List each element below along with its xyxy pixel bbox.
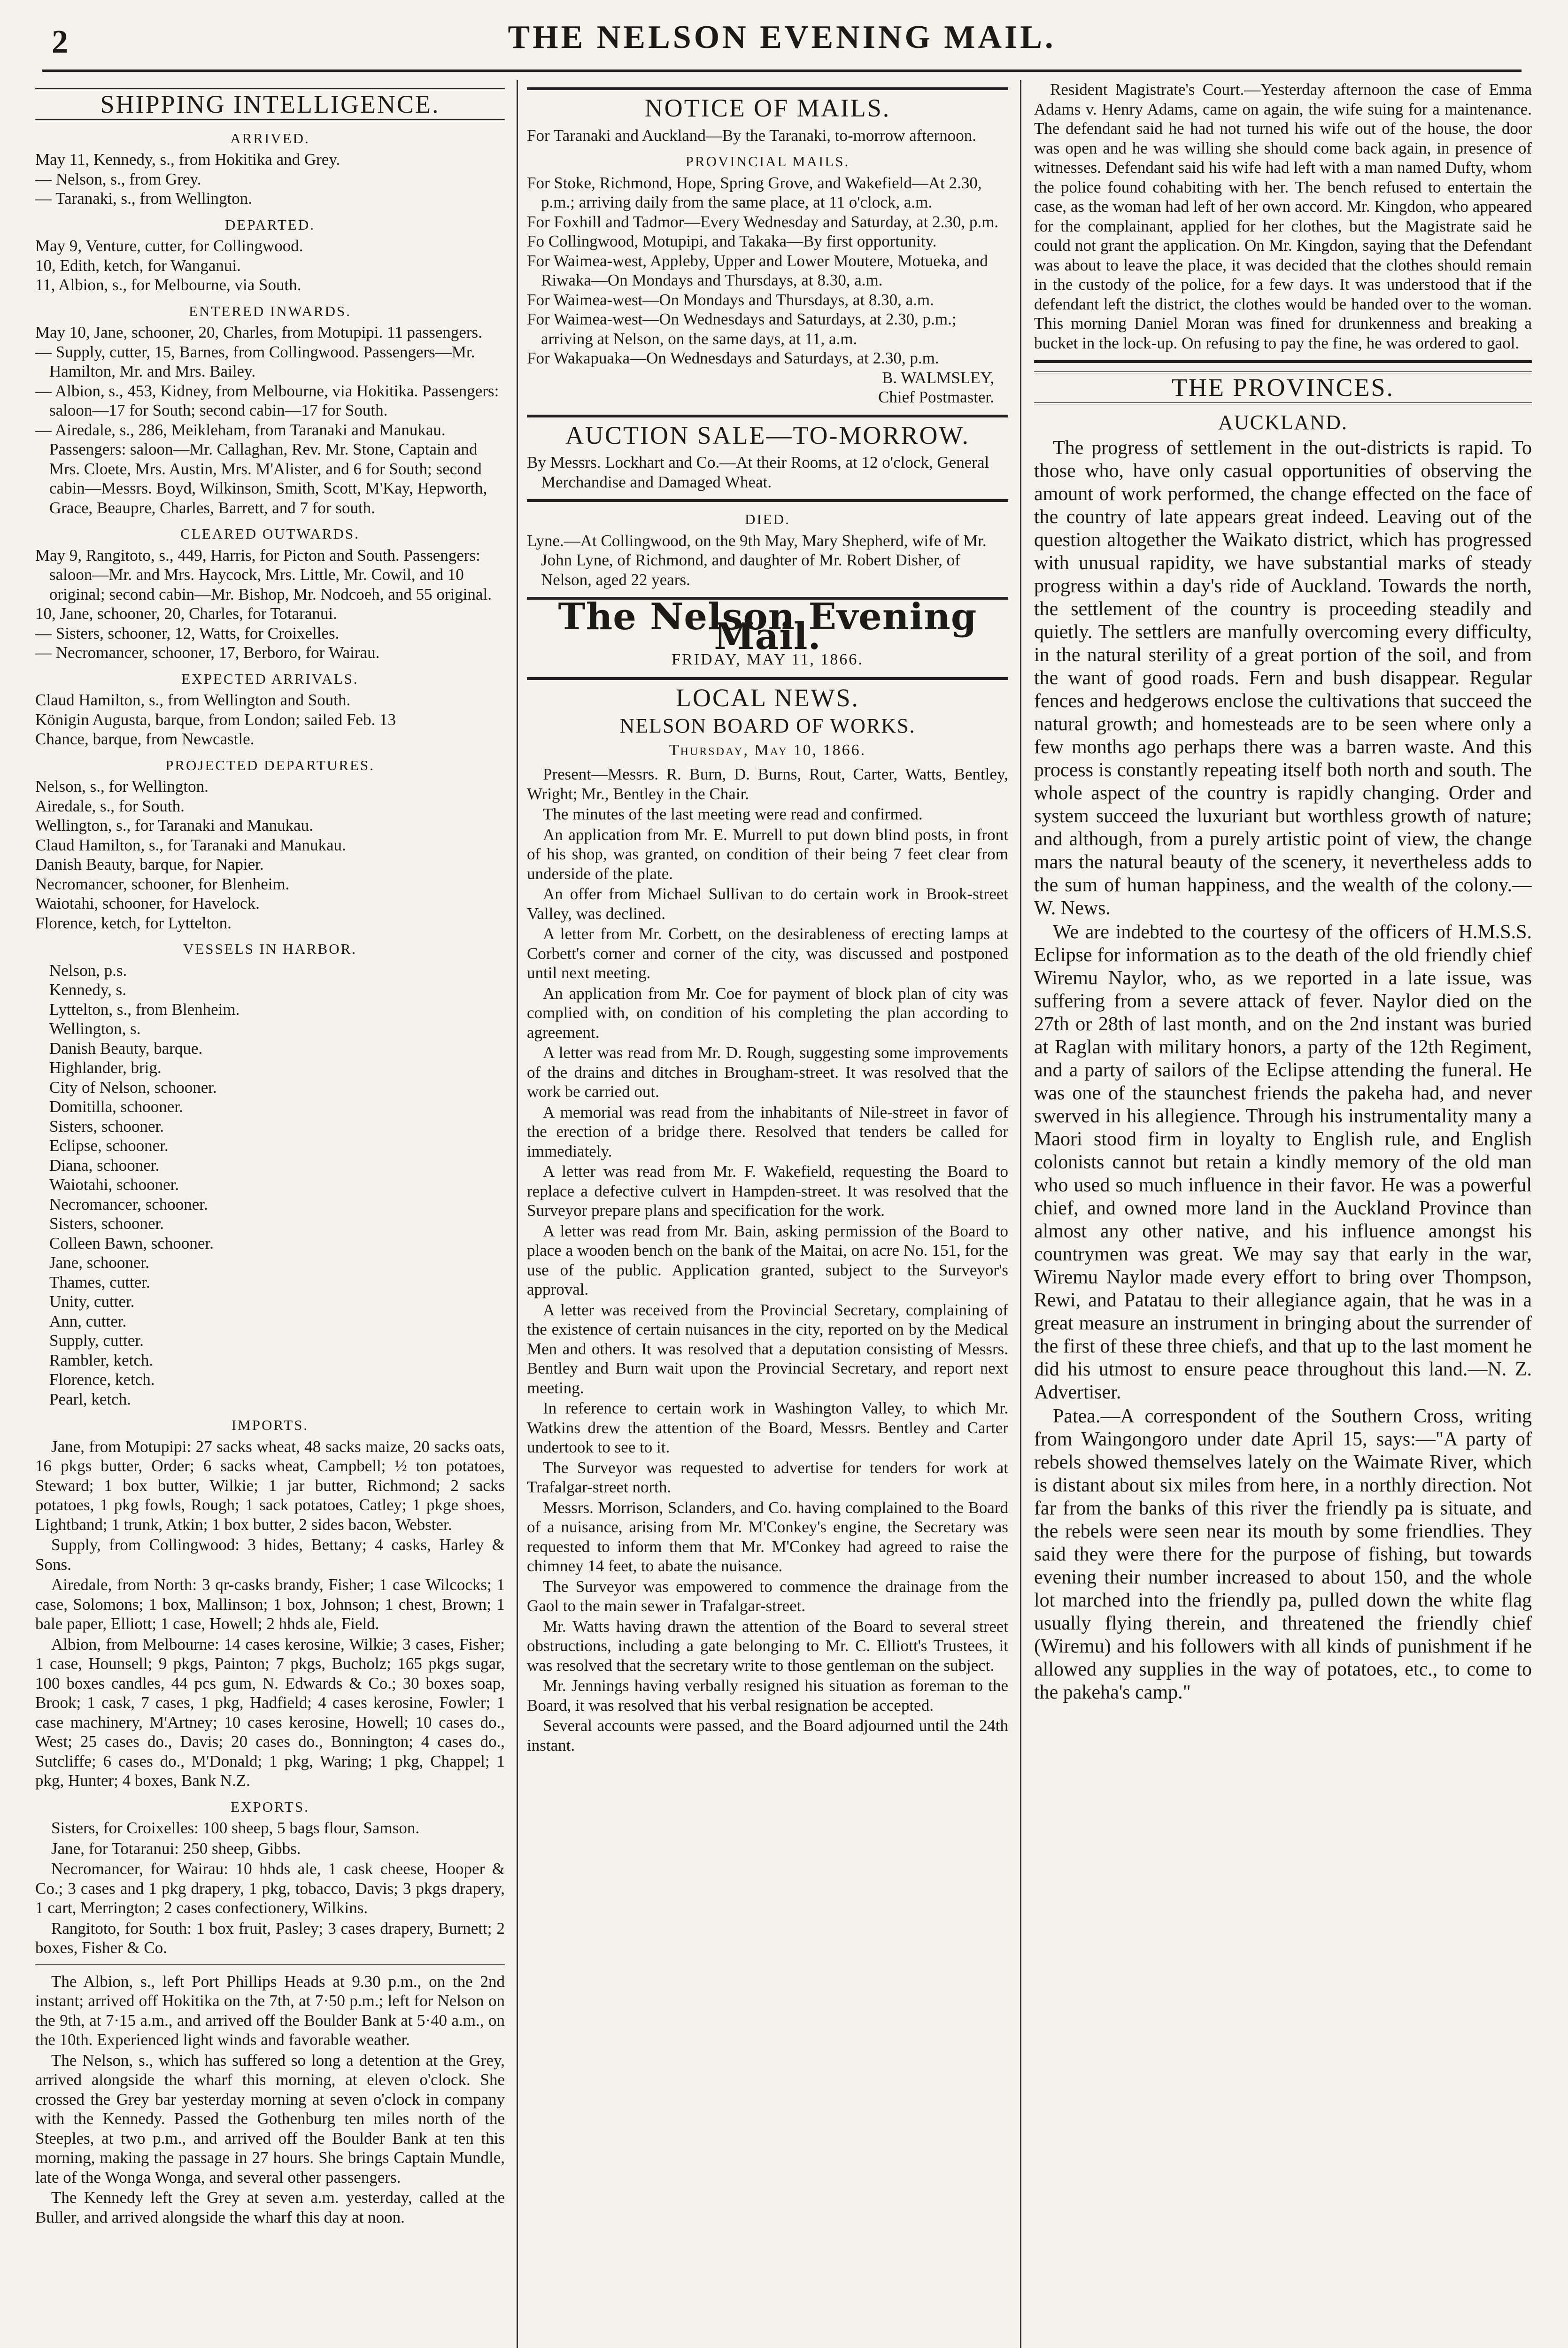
list-item: Florence, ketch.	[49, 1370, 155, 1389]
divider	[527, 415, 1008, 417]
list-item: Domitilla, schooner.	[49, 1097, 183, 1116]
list-item: May 10, Jane, schooner, 20, Charles, from Motupipi. 11 passengers.	[35, 323, 482, 341]
list-item: Nelson, p.s.	[49, 961, 127, 980]
list-item: — Taranaki, s., from Wellington.	[35, 189, 252, 208]
list-item: Wellington, s., for Taranaki and Manukau.	[35, 816, 313, 834]
board-dateline: Thursday, May 10, 1866.	[669, 741, 866, 759]
arrived-heading: ARRIVED.	[230, 130, 310, 147]
paragraph: Sisters, for Croixelles: 100 sheep, 5 bags flour, Samson.	[51, 1819, 420, 1837]
list-item: For Waimea-west, Appleby, Upper and Lower Moutere, Motueka, and Riwaka—On Mondays and Thursdays, at 8.30, a.m.	[527, 251, 988, 289]
mails-signature-name: B. WALMSLEY,	[882, 368, 994, 387]
paragraph: We are indebted to the courtesy of the officers of H.M.S.S. Eclipse for information as to the death of the old friendly chief Wiremu Naylor, who, as we reported in a late issue, was suffering from a severe attack of fever. Naylor died on the 27th or 28th of last month, and on the 2nd instant was buried at Raglan with military honors, a party of the 12th Regiment, and a party of sailors of the Eclipse attending the funeral. He was one of the staunchest friends the pakeha had, and never swerved in his allegience. Through his instrumentality many a Maori stood firm in loyalty to English rule, and English colonists cannot but retain a kindly memory of the old man who used so much influence in their favor. He was a powerful chief, and owned more land in the Auckland Province than almost any other native, and his influence amongst his countrymen was great. We may say that early in the war, Wiremu Naylor made every effort to bring over Thompson, Rewi, and Patatau to their allegiance again, that he was in a great measure an instrument in bringing about the surrender of the first of these three chiefs, and that up to the last moment he did his utmost to ensure peace throughout this land.—N. Z. Advertiser.	[1034, 921, 1532, 1403]
cleared-list	[35, 546, 505, 663]
exports-heading: EXPORTS.	[231, 1798, 309, 1815]
court-report: Resident Magistrate's Court.—Yesterday afternoon the case of Emma Adams v. Henry Adams, came on again, the wife suing for a maintenance. The defendant said he had not turned his wife out of the house, the door was open and he was willing she should come back again, in presence of witnesses. Defendant said his wife had left with a man named Dufty, whom the police found cohabiting with her. The bench refused to entertain the case, as the woman had left of her own accord. Mr. Kingdon, who appeared for the complainant, applied for her clothes, but the Magistrate said he could not grant the application. On Mr. Kingdon, saying that the Defendant was about to leave the place, it was decided that the clothes should remain in the custody of the police, for a few days. It was understood that if the defendant left the district, the clothes would be handed over to the woman. This morning Daniel Moran was fined for drunkenness and breaking a bucket in the lock-up. On refusing to pay the fine, he was ordered to gaol.	[1034, 80, 1532, 352]
list-item: — Supply, cutter, 15, Barnes, from Collingwood. Passengers—Mr. Hamilton, Mr. and Mrs. Bailey.	[35, 342, 475, 380]
paragraph: In reference to certain work in Washington Valley, to which Mr. Watkins drew the attention of the Board, Messrs. Bentley and Carter undertook to see to it.	[527, 1399, 1008, 1456]
expected-list	[35, 690, 505, 749]
paragraph: Messrs. Morrison, Sclanders, and Co. having complained to the Board of a nuisance, arising from Mr. M'Conkey's engine, the Secretary was requested to inform them that Mr. M'Conkey had agreed to raise the chimney 14 feet, to abate the nuisance.	[527, 1498, 1008, 1575]
paragraph: Mr. Watts having drawn the attention of the Board to several street obstructions, including a gate belonging to Mr. C. Elliott's Trustees, it was resolved that the secretary write to those gentleman on the subject.	[527, 1617, 1008, 1675]
divider	[527, 499, 1008, 502]
paragraph: A letter was read from Mr. F. Wakefield, requesting the Board to replace a defective culvert in Hampden-street. It was resolved that the Surveyor prepare plans and specification for the work.	[527, 1162, 1008, 1220]
cleared-heading: CLEARED OUTWARDS.	[180, 525, 360, 542]
list-item: Eclipse, schooner.	[49, 1136, 169, 1155]
provinces-paragraphs	[1034, 437, 1532, 1704]
list-item: Ann, cutter.	[49, 1312, 127, 1330]
column-divider	[1020, 80, 1021, 2348]
paragraph: Several accounts were passed, and the Board adjourned until the 24th instant.	[527, 1716, 1008, 1754]
imports-heading: IMPORTS.	[231, 1417, 309, 1433]
departed-list	[35, 236, 505, 295]
mails-signature-title: Chief Postmaster.	[878, 388, 994, 406]
board-paragraphs	[527, 765, 1008, 1755]
paragraph: Patea.—A correspondent of the Southern Cross, writing from Waingongoro under date April 15, says:—"A party of rebels showed themselves lately on the Waimate River, which is distant about six miles from here, in a northly direction. Not far from the banks of this river the friendly pa is situate, and the rebels were seen near its mouth by some friendlies. They said they were there for the purpose of fishing, but towards evening their number increased to about 150, and the whole lot marched into the friendly pa, pulled down the white flag usually flying therein, and threatened the friendly chief (Wiremu) and his followers with all kinds of punishment if he allowed any supplies in the way of potatoes, etc., to come to the pakeha's camp."	[1034, 1406, 1532, 1703]
list-item: May 9, Venture, cutter, for Collingwood.	[35, 237, 303, 255]
list-item: 11, Albion, s., for Melbourne, via South.	[35, 276, 301, 294]
list-item: Diana, schooner.	[49, 1156, 160, 1174]
harbor-heading: VESSELS IN HARBOR.	[183, 941, 357, 957]
auction-text: By Messrs. Lockhart and Co.—At their Rooms, at 12 o'clock, General Merchandise and Damaged Wheat.	[527, 453, 989, 491]
exports-list	[35, 1818, 505, 1958]
list-item: For Stoke, Richmond, Hope, Spring Grove, and Wakefield—At 2.30, p.m.; arriving daily from the same place, at 11 o'clock, a.m.	[527, 173, 982, 211]
list-item: Supply, cutter.	[49, 1331, 144, 1350]
died-text: Lyne.—At Collingwood, on the 9th May, Mary Shepherd, wife of Mr. John Lyne, of Richmond, and daughter of Mr. Robert Disher, of Nelson, aged 22 years.	[527, 531, 987, 589]
list-item: 10, Jane, schooner, 20, Charles, for Totaranui.	[35, 604, 337, 623]
harbor-list	[35, 961, 505, 1409]
column-local	[527, 80, 1008, 2348]
list-item: Kennedy, s.	[49, 981, 126, 999]
page-number: 2	[52, 24, 68, 60]
masthead-title: The Nelson Evening Mail.	[558, 595, 977, 658]
list-item: Jane, schooner.	[49, 1253, 149, 1272]
paragraph: The Surveyor was requested to advertise for tenders for work at Trafalgar-street north.	[527, 1458, 1008, 1496]
paragraph: A memorial was read from the inhabitants of Nile-street in favor of the erection of a bridge there. Resolved that tenders be called for immediately.	[527, 1103, 1008, 1160]
paragraph: A letter was read from Mr. Bain, asking permission of the Board to place a wooden bench on the bank of the Maitai, on acre No. 151, for the use of the public. Application granted, subject to the Surveyor's approval.	[527, 1221, 1008, 1298]
list-item: May 9, Rangitoto, s., 449, Harris, for Picton and South. Passengers: saloon—Mr. and Mrs. Haycock, Mrs. Little, Mr. Cowil, and 10 original; second cabin—Mr. Bishop, Mr. Nodcoeh, and 55 original.	[35, 546, 492, 603]
paragraph: Airedale, from North: 3 qr-casks brandy, Fisher; 1 case Wilcocks; 1 case, Solomons; 1 box, Mallinson; 1 box, Johnson; 1 chest, Brown; 1 bale paper, Elliott; 1 case, Howell; 2 hhds ale, Field.	[35, 1576, 505, 1633]
list-item: — Airedale, s., 286, Meikleham, from Taranaki and Manukau. Passengers: saloon—Mr. Callaghan, Rev. Mr. Stone, Captain and Mrs. Cloete, Mrs. Austin, Mrs. M'Alister, and 6 for South; second cabin—Messrs. Boyd, Wilkinson, Smith, Scott, M'Kay, Hepworth, Grace, Beaupre, Charles, Barrett, and 7 for south.	[35, 420, 487, 517]
list-item: Unity, cutter.	[49, 1292, 135, 1311]
list-item: — Nelson, s., from Grey.	[35, 170, 201, 188]
list-item: Necromancer, schooner, for Blenheim.	[35, 874, 290, 893]
list-item: Colleen Bawn, schooner.	[49, 1234, 214, 1252]
imports-list	[35, 1437, 505, 1791]
paragraph: The Kennedy left the Grey at seven a.m. yesterday, called at the Buller, and arrived alongside the wharf this day at noon.	[35, 2188, 505, 2226]
paragraph: The minutes of the last meeting were read and confirmed.	[543, 805, 923, 823]
list-item: Claud Hamilton, s., for Taranaki and Manukau.	[35, 835, 346, 854]
list-item: City of Nelson, schooner.	[49, 1078, 217, 1097]
paragraph: Jane, for Totaranui: 250 sheep, Gibbs.	[51, 1839, 301, 1858]
paragraph: Present—Messrs. R. Burn, D. Burns, Rout, Carter, Watts, Bentley, Wright; Mr., Bentley in the Chair.	[527, 765, 1008, 803]
masthead-date: FRIDAY, MAY 11, 1866.	[672, 651, 864, 668]
list-item: 10, Edith, ketch, for Wanganui.	[35, 256, 241, 275]
list-item: — Albion, s., 453, Kidney, from Melbourne, via Hokitika. Passengers: saloon—17 for South; second cabin—17 for South.	[35, 381, 499, 419]
mails-list	[527, 173, 1008, 368]
divider	[527, 677, 1008, 680]
paragraph: The Albion, s., left Port Phillips Heads at 9.30 p.m., on the 2nd instant; arrived off Hokitika on the 7th, at 7·50 p.m.; left for Nelson on the 9th, at 7·15 a.m., and arrived off the Boulder Bank at 5·40 a.m., on the 10th. Experienced light winds and favorable weather.	[35, 1972, 505, 2049]
list-item: Pearl, ketch.	[49, 1390, 131, 1408]
list-item: For Wakapuaka—On Wednesdays and Saturdays, at 2.30, p.m.	[527, 349, 939, 367]
column-shipping	[35, 80, 505, 2348]
arrived-list	[35, 150, 505, 209]
column-divider	[517, 80, 518, 2348]
auction-title: AUCTION SALE—TO-MORROW.	[565, 421, 970, 449]
list-item: May 11, Kennedy, s., from Hokitika and Grey.	[35, 150, 340, 169]
list-item: For Waimea-west—On Mondays and Thursdays, at 8.30, a.m.	[527, 290, 934, 309]
list-item: Waiotahi, schooner, for Havelock.	[35, 894, 260, 912]
paragraph: The progress of settlement in the out-districts is rapid. To those who, have only casual opportunities of observing the amount of work performed, the change effected on the face of the country of late appears great indeed. Leaving out of the question altogether the Waikato district, which has progressed with unusual rapidity, we have substantial marks of steady progress within a day's ride of Auckland. Towards the north, the settlement of the country is proceeding steadily and quietly. The settlers are manfully overcoming every difficulty, in the natural sterility of a great portion of the soil, and from the want of good roads. Fern and bush disappear. Regular fences and hedgerows enclose the cultivations that succeed the natural growth; and homesteads are to be seen where only a few months ago perhaps there was a barren waste. And this process is constantly repeating itself both north and south. The whole aspect of the country is rapidly changing. Order and system succeed the luxuriant but worthless growth of nature; and although, from a purely artistic point of view, the change mars the natural beauty of the scenery, it nevertheless adds to the sum of human happiness, and the wealth of the colony.—W. News.	[1034, 437, 1532, 919]
mails-title: NOTICE OF MAILS.	[644, 94, 891, 122]
list-item: Florence, ketch, for Lyttelton.	[35, 913, 232, 932]
paragraph: Rangitoto, for South: 1 box fruit, Pasley; 3 cases drapery, Burnett; 2 boxes, Fisher & Co.	[35, 1919, 505, 1957]
column-provinces	[1034, 80, 1532, 2348]
died-heading: DIED.	[745, 511, 790, 527]
shipping-notes	[35, 1972, 505, 2227]
list-item: Nelson, s., for Wellington.	[35, 777, 209, 796]
paragraph: A letter from Mr. Corbett, on the desirableness of erecting lamps at Corbett's corner and corner of the city, was discussed and postponed until next meeting.	[527, 925, 1008, 982]
header-rule	[42, 70, 1522, 72]
divider	[1034, 360, 1532, 363]
paragraph: An application from Mr. E. Murrell to put down blind posts, in front of his shop, was granted, on condition of their being 7 feet clear from underside of the plate.	[527, 825, 1008, 883]
shipping-title: SHIPPING INTELLIGENCE.	[35, 88, 505, 121]
list-item: Lyttelton, s., from Blenheim.	[49, 1000, 240, 1019]
departed-heading: DEPARTED.	[225, 216, 315, 233]
entered-list	[35, 323, 505, 517]
page-header	[42, 19, 1522, 70]
divider	[35, 1964, 505, 1965]
newspaper-title: THE NELSON EVENING MAIL.	[508, 19, 1056, 55]
paragraph: Necromancer, for Wairau: 10 hhds ale, 1 cask cheese, Hooper & Co.; 3 cases and 1 pkg drapery, 1 pkg, tobacco, Davis; 3 pkgs drapery, 1 cart, Merrington; 2 cases confectionery, Wilkins.	[35, 1860, 505, 1917]
list-item: Waiotahi, schooner.	[49, 1175, 179, 1194]
provincial-mails-heading: PROVINCIAL MAILS.	[685, 153, 850, 170]
list-item: Necromancer, schooner.	[49, 1195, 208, 1213]
provinces-title: THE PROVINCES.	[1034, 371, 1532, 404]
entered-heading: ENTERED INWARDS.	[189, 302, 351, 319]
list-item: Wellington, s.	[49, 1020, 141, 1038]
paragraph: Albion, from Melbourne: 14 cases kerosine, Wilkie; 3 cases, Fisher; 1 case, Hounsell; 9 pkgs, Painton; 7 pkgs, Bucholz; 165 pkgs sugar, 100 boxes candles, 44 pcs gum, N. Edwards & Co.; 30 boxes soap, Brook; 1 cask, 7 cases, 1 pkg, Hadfield; 4 cases kerosine, Fowler; 1 case machinery, M'Artney; 10 cases kerosine, Howell; 10 cases do., West; 25 cases do., Davis; 20 cases do., Bonnington; 4 cases do., Sutcliffe; 6 cases do., M'Donald; 1 pkg, Waring; 1 pkg, Chappel; 1 pkg, Hunter; 4 boxes, Bank N.Z.	[35, 1635, 505, 1790]
paragraph: An application from Mr. Coe for payment of block plan of city was complied with, on condition of his completing the plan according to agreement.	[527, 984, 1008, 1042]
paragraph: Jane, from Motupipi: 27 sacks wheat, 48 sacks maize, 20 sacks oats, 16 pkgs butter, Order; 6 sacks wheat, Campbell; ½ ton potatoes, Steward; 1 box butter, Wilkie; 1 jar butter, Richmond; 2 sacks potatoes, 1 pkg fowls, Rough; 1 sack potatoes, Catley; 1 pkge shoes, Lightband; 1 trunk, Atkin; 1 box butter, 2 sides bacon, Webster.	[35, 1437, 505, 1534]
board-of-works-title: NELSON BOARD OF WORKS.	[619, 714, 916, 737]
list-item: Sisters, schooner.	[49, 1117, 164, 1135]
list-item: Rambler, ketch.	[49, 1351, 154, 1369]
paragraph: An offer from Michael Sullivan to do certain work in Brook-street Valley, was declined.	[527, 885, 1008, 923]
list-item: For Waimea-west—On Wednesdays and Saturdays, at 2.30, p.m.; arriving at Nelson, on the same days, at 11, a.m.	[527, 310, 957, 348]
paragraph: A letter was read from Mr. D. Rough, suggesting some improvements of the drains and ditches in Brougham-street. It was resolved that the work be carried out.	[527, 1043, 1008, 1101]
list-item: Chance, barque, from Newcastle.	[35, 730, 255, 748]
list-item: Claud Hamilton, s., from Wellington and South.	[35, 691, 351, 709]
projected-heading: PROJECTED DEPARTURES.	[165, 757, 375, 773]
list-item: For Foxhill and Tadmor—Every Wednesday and Saturday, at 2.30, p.m.	[527, 212, 999, 231]
list-item: Fo Collingwood, Motupipi, and Takaka—By first opportunity.	[527, 232, 937, 250]
mails-intro: For Taranaki and Auckland—By the Taranaki, to-morrow afternoon.	[527, 126, 977, 145]
expected-heading: EXPECTED ARRIVALS.	[181, 670, 359, 687]
list-item: Highlander, brig.	[49, 1058, 162, 1077]
paragraph: The Surveyor was empowered to commence the drainage from the Gaol to the main sewer in Trafalgar-street.	[527, 1577, 1008, 1615]
list-item: Sisters, schooner.	[49, 1214, 164, 1233]
list-item: Thames, cutter.	[49, 1273, 150, 1291]
list-item: Königin Augusta, barque, from London; sailed Feb. 13	[35, 710, 396, 729]
divider	[527, 87, 1008, 90]
paragraph: Supply, from Collingwood: 3 hides, Bettany; 4 casks, Harley & Sons.	[35, 1536, 505, 1574]
auckland-heading: AUCKLAND.	[1218, 410, 1348, 434]
paragraph: Mr. Jennings having verbally resigned his situation as foreman to the Board, it was resolved that his verbal resignation be accepted.	[527, 1676, 1008, 1715]
list-item: Airedale, s., for South.	[35, 796, 185, 815]
list-item: Danish Beauty, barque.	[49, 1039, 203, 1058]
projected-list	[35, 777, 505, 933]
list-item: — Necromancer, schooner, 17, Berboro, for Wairau.	[35, 643, 380, 662]
list-item: Danish Beauty, barque, for Napier.	[35, 855, 264, 873]
local-news-title: LOCAL NEWS.	[676, 683, 859, 712]
paragraph: A letter was received from the Provincial Secretary, complaining of the existence of certain nuisances in the city, reported on by the Medical Men and others. It was resolved that a deputation consisting of Messrs. Bentley and Burn wait upon the Provincial Secretary, and report next meeting.	[527, 1300, 1008, 1397]
list-item: — Sisters, schooner, 12, Watts, for Croixelles.	[35, 624, 340, 642]
paragraph: The Nelson, s., which has suffered so long a detention at the Grey, arrived alongside the wharf this morning, at eleven o'clock. She crossed the Grey bar yesterday morning at seven o'clock in company with the Kennedy. Passed the Gothenburg ten miles north of the Steeples, at two p.m., and arrived off the Boulder Bank at ten this morning, making the passage in 27 hours. She brings Captain Mundle, late of the Wonga Wonga, and several other passengers.	[35, 2051, 505, 2186]
